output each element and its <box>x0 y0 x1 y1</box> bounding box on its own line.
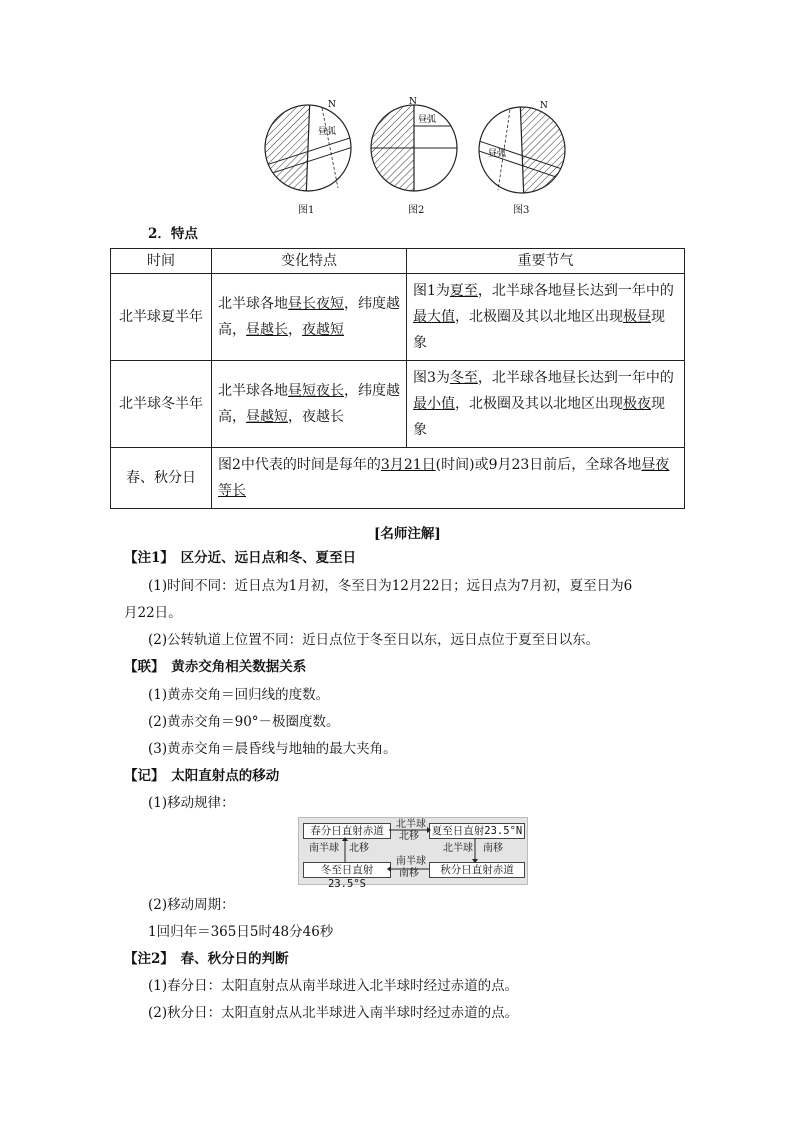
summer-solstice-box: 夏至日直射23.5°N <box>429 823 525 839</box>
top-label-2: 北移 <box>399 831 419 842</box>
header-change: 变化特点 <box>212 249 407 274</box>
figure-3-caption: 图3 <box>513 205 530 216</box>
note1-line2: 月22日。 <box>124 605 182 621</box>
row-term: 图1为夏至，北半球各地昼长达到一年中的最大值，北极圈及其以北地区出现极昼现象 <box>407 274 685 361</box>
table-row <box>111 361 685 448</box>
header-term: 重要节气 <box>407 249 685 274</box>
row-change: 北半球各地昼短夜长，纬度越高，昼越短，夜越长 <box>212 361 407 448</box>
table-header-row <box>111 249 685 274</box>
table-row <box>111 274 685 361</box>
lian-line2: (2)黄赤交角＝90°－极圈度数。 <box>148 714 340 730</box>
note1-title: 【注1】 区分近、远日点和冬、夏至日 <box>124 550 357 566</box>
lian-line1: (1)黄赤交角＝回归线的度数。 <box>148 687 330 703</box>
row-time: 春、秋分日 <box>111 448 212 509</box>
day-arc-label: 昼弧 <box>488 149 507 159</box>
notes-heading: [名师注解] <box>374 526 441 542</box>
left-label: 南半球 北移 <box>309 843 369 854</box>
note1-line1: (1)时间不同：近日点为1月初，冬至日为12月22日；远日点为7月初，夏至日为6 <box>148 578 633 594</box>
ji-title: 【记】 太阳直射点的移动 <box>124 768 280 784</box>
north-label: N <box>409 97 417 107</box>
note2-title: 【注2】 春、秋分日的判断 <box>124 951 289 967</box>
features-table <box>110 248 685 509</box>
figure-1 <box>258 96 358 196</box>
note2-line1: (1)春分日：太阳直射点从南半球进入北半球时经过赤道的点。 <box>148 978 519 994</box>
header-time: 时间 <box>111 249 212 274</box>
ji-line2: (2)移动周期： <box>148 897 235 913</box>
note1-line3: (2)公转轨道上位置不同：近日点位于冬至日以东，远日点位于夏至日以东。 <box>148 632 600 648</box>
row-time: 北半球冬半年 <box>111 361 212 448</box>
autumn-equinox-box: 秋分日直射赤道 <box>429 862 525 878</box>
row-merged: 图2中代表的时间是每年的3月21日(时间)或9月23日前后，全球各地昼夜等长 <box>212 448 685 509</box>
day-arc-label: 昼弧 <box>418 115 437 125</box>
note2-line2: (2)秋分日：太阳直射点从北半球进入南半球时经过赤道的点。 <box>148 1005 519 1021</box>
subsolar-point-flow-diagram <box>298 817 528 890</box>
table-row <box>111 448 685 509</box>
row-time: 北半球夏半年 <box>111 274 212 361</box>
flow-arrows <box>299 818 527 884</box>
lian-title: 【联】 黄赤交角相关数据关系 <box>124 659 307 675</box>
top-label-1: 北半球 <box>396 819 426 830</box>
figure-1-caption: 图1 <box>298 205 315 216</box>
winter-solstice-box: 冬至日直射23.5°S <box>303 862 391 878</box>
figure-3 <box>470 98 574 198</box>
row-change: 北半球各地昼长夜短，纬度越高，昼越长，夜越短 <box>212 274 407 361</box>
north-label: N <box>540 101 548 111</box>
north-label: N <box>328 100 336 110</box>
ji-line1: (1)移动规律： <box>148 795 235 811</box>
row-term: 图3为冬至，北半球各地昼长达到一年中的最小值，北极圈及其以北地区出现极夜现象 <box>407 361 685 448</box>
spring-equinox-box: 春分日直射赤道 <box>303 823 391 839</box>
figure-2-caption: 图2 <box>408 205 425 216</box>
bottom-label-2: 南移 <box>399 868 419 879</box>
figure-2 <box>364 96 464 196</box>
ji-line3: 1回归年＝365日5时48分46秒 <box>148 924 334 940</box>
bottom-label-1: 南半球 <box>396 856 426 867</box>
right-label: 北半球 南移 <box>443 843 503 854</box>
section-title: 2．特点 <box>148 226 198 242</box>
day-arc-label: 昼弧 <box>318 127 337 137</box>
lian-line3: (3)黄赤交角＝晨昏线与地轴的最大夹角。 <box>148 741 397 757</box>
